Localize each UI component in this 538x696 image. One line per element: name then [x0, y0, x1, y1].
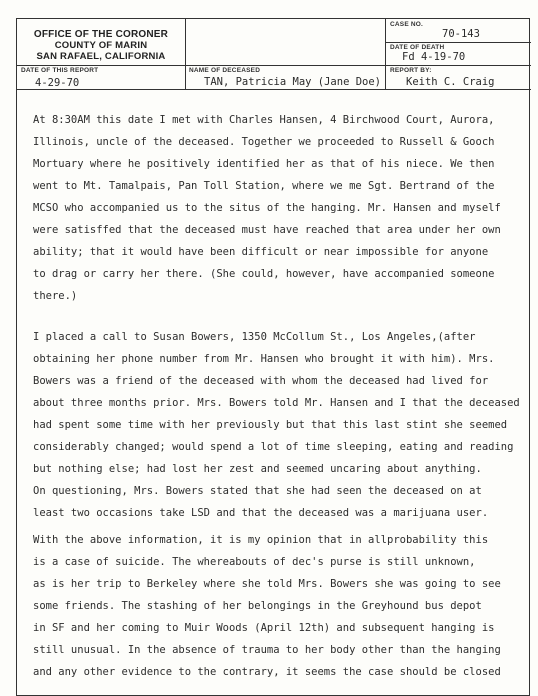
report-line: ability; that it would have been difficult or near impossible for anyone	[33, 246, 489, 258]
report-line: there.)	[33, 290, 78, 302]
date-of-death-label: DATE OF DEATH	[390, 44, 445, 51]
report-line: I placed a call to Susan Bowers, 1350 McCollum St., Los Angeles,(after	[33, 331, 476, 343]
divider-header-row	[17, 65, 531, 66]
report-line: least two occasions take LSD and that the deceased was a marijuana user.	[33, 507, 489, 519]
report-line: some friends. The stashing of her belongings in the Greyhound bus depot	[33, 600, 482, 612]
report-form	[16, 18, 530, 696]
report-line: MCSO who accompanied us to the situs of the hanging. Mr. Hansen and myself	[33, 202, 501, 214]
report-line: At 8:30AM this date I met with Charles Hansen, 4 Birchwood Court, Aurora,	[33, 114, 495, 126]
divider-right-column	[385, 19, 386, 89]
report-line: as is her trip to Berkeley where she told Mrs. Bowers she was going to see	[33, 578, 501, 590]
case-no-label: CASE NO.	[390, 21, 424, 28]
name-label: NAME OF DECEASED	[189, 67, 261, 74]
office-county: COUNTY OF MARIN	[54, 40, 148, 51]
report-line: in SF and her coming to Muir Woods (April 12th) and subsequent hanging is	[33, 622, 495, 634]
report-line: Mortuary where he positively identified her as that of his niece. We then	[33, 158, 495, 170]
date-of-report-value: 4-29-70	[35, 77, 80, 89]
date-of-death-value: Fd 4-19-70	[402, 51, 466, 63]
report-line: considerably changed; would spend a lot of time sleeping, eating and reading	[33, 441, 514, 453]
office-block	[17, 29, 185, 62]
report-line: With the above information, it is my opinion that in allprobability this	[33, 534, 489, 546]
divider-office	[185, 19, 186, 89]
report-line: were satisffed that the deceased must have reached that area under her own	[33, 224, 501, 236]
report-line: about three months prior. Mrs. Bowers told Mr. Hansen and I that the deceased	[33, 397, 520, 409]
report-line: still unusual. In the absence of trauma to her body other than the hanging	[33, 644, 501, 656]
office-title: OFFICE OF THE CORONER	[33, 29, 169, 40]
report-line: obtaining her phone number from Mr. Hansen who brought it with him). Mrs.	[33, 353, 495, 365]
case-no-value: 70-143	[442, 28, 480, 40]
office-city: SAN RAFAEL, CALIFORNIA	[36, 51, 166, 62]
report-line: Illinois, uncle of the deceased. Together we proceeded to Russell & Gooch	[33, 136, 495, 148]
report-line: went to Mt. Tamalpais, Pan Toll Station, where we me Sgt. Bertrand of the	[33, 180, 495, 192]
divider-header-bottom	[17, 89, 531, 90]
date-of-report-label: DATE OF THIS REPORT	[21, 67, 99, 74]
report-by-value: Keith C. Craig	[406, 76, 495, 88]
report-line: Bowers was a friend of the deceased with whom the deceased had lived for	[33, 375, 489, 387]
report-line: had spent some time with her previously but that this last stint she seemed	[33, 419, 508, 431]
name-of-deceased-value: TAN, Patricia May (Jane Doe)	[204, 76, 382, 88]
divider-case-death	[385, 42, 531, 43]
report-line: to drag or carry her there. (She could, however, have accompanied someone	[33, 268, 495, 280]
report-line: On questioning, Mrs. Bowers stated that she had seen the deceased on at	[33, 485, 482, 497]
report-line: but nothing else; had lost her zest and seemed uncaring about anything.	[33, 463, 482, 475]
report-line: is a case of suicide. The whereabouts of dec's purse is still unknown,	[33, 556, 476, 568]
report-by-label: REPORT BY:	[390, 67, 432, 74]
report-line: and any other evidence to the contrary, it seems the case should be closed	[33, 666, 501, 678]
